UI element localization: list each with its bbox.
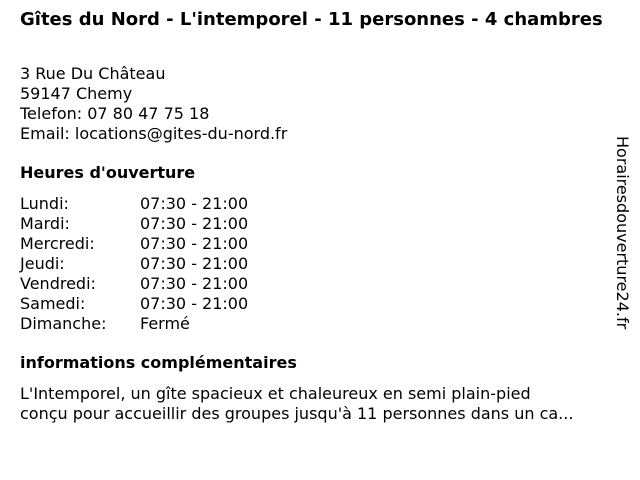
page-title: Gîtes du Nord - L'intemporel - 11 personnes - 4 chambres [20,9,603,30]
address-city: 59147 Chemy [20,84,133,103]
hours-time: 07:30 - 21:00 [140,194,249,213]
address-street: 3 Rue Du Château [20,64,166,83]
phone-number: Telefon: 07 80 47 75 18 [20,104,210,123]
hours-day: Jeudi: [20,254,65,273]
hours-time: 07:30 - 21:00 [140,234,249,253]
hours-time: 07:30 - 21:00 [140,294,249,313]
hours-day: Mardi: [20,214,70,233]
hours-time: 07:30 - 21:00 [140,214,249,233]
hours-day: Dimanche: [20,314,107,333]
additional-info-heading: informations complémentaires [20,353,297,372]
additional-info-text [20,384,620,424]
hours-row-monday [20,194,248,214]
email-address: Email: locations@gites-du-nord.fr [20,124,288,143]
info-line: conçu pour accueillir des groupes jusqu'à 11 personnes dans un ca... [20,404,574,423]
hours-row-tuesday [20,214,248,234]
info-line: L'Intemporel, un gîte spacieux et chaleureux en semi plain-pied [20,384,531,403]
hours-time: 07:30 - 21:00 [140,274,249,293]
site-watermark: Horairesdouverture24.fr [613,136,632,330]
hours-day: Lundi: [20,194,69,213]
hours-time: 07:30 - 21:00 [140,254,249,273]
hours-row-wednesday [20,234,248,254]
contact-block [20,64,287,144]
hours-row-sunday [20,314,248,334]
hours-day: Mercredi: [20,234,95,253]
hours-row-thursday [20,254,248,274]
hours-day: Vendredi: [20,274,96,293]
opening-hours-table [20,194,248,334]
opening-hours-heading: Heures d'ouverture [20,163,196,182]
hours-time: Fermé [140,314,190,333]
hours-day: Samedi: [20,294,86,313]
hours-row-friday [20,274,248,294]
hours-row-saturday [20,294,248,314]
